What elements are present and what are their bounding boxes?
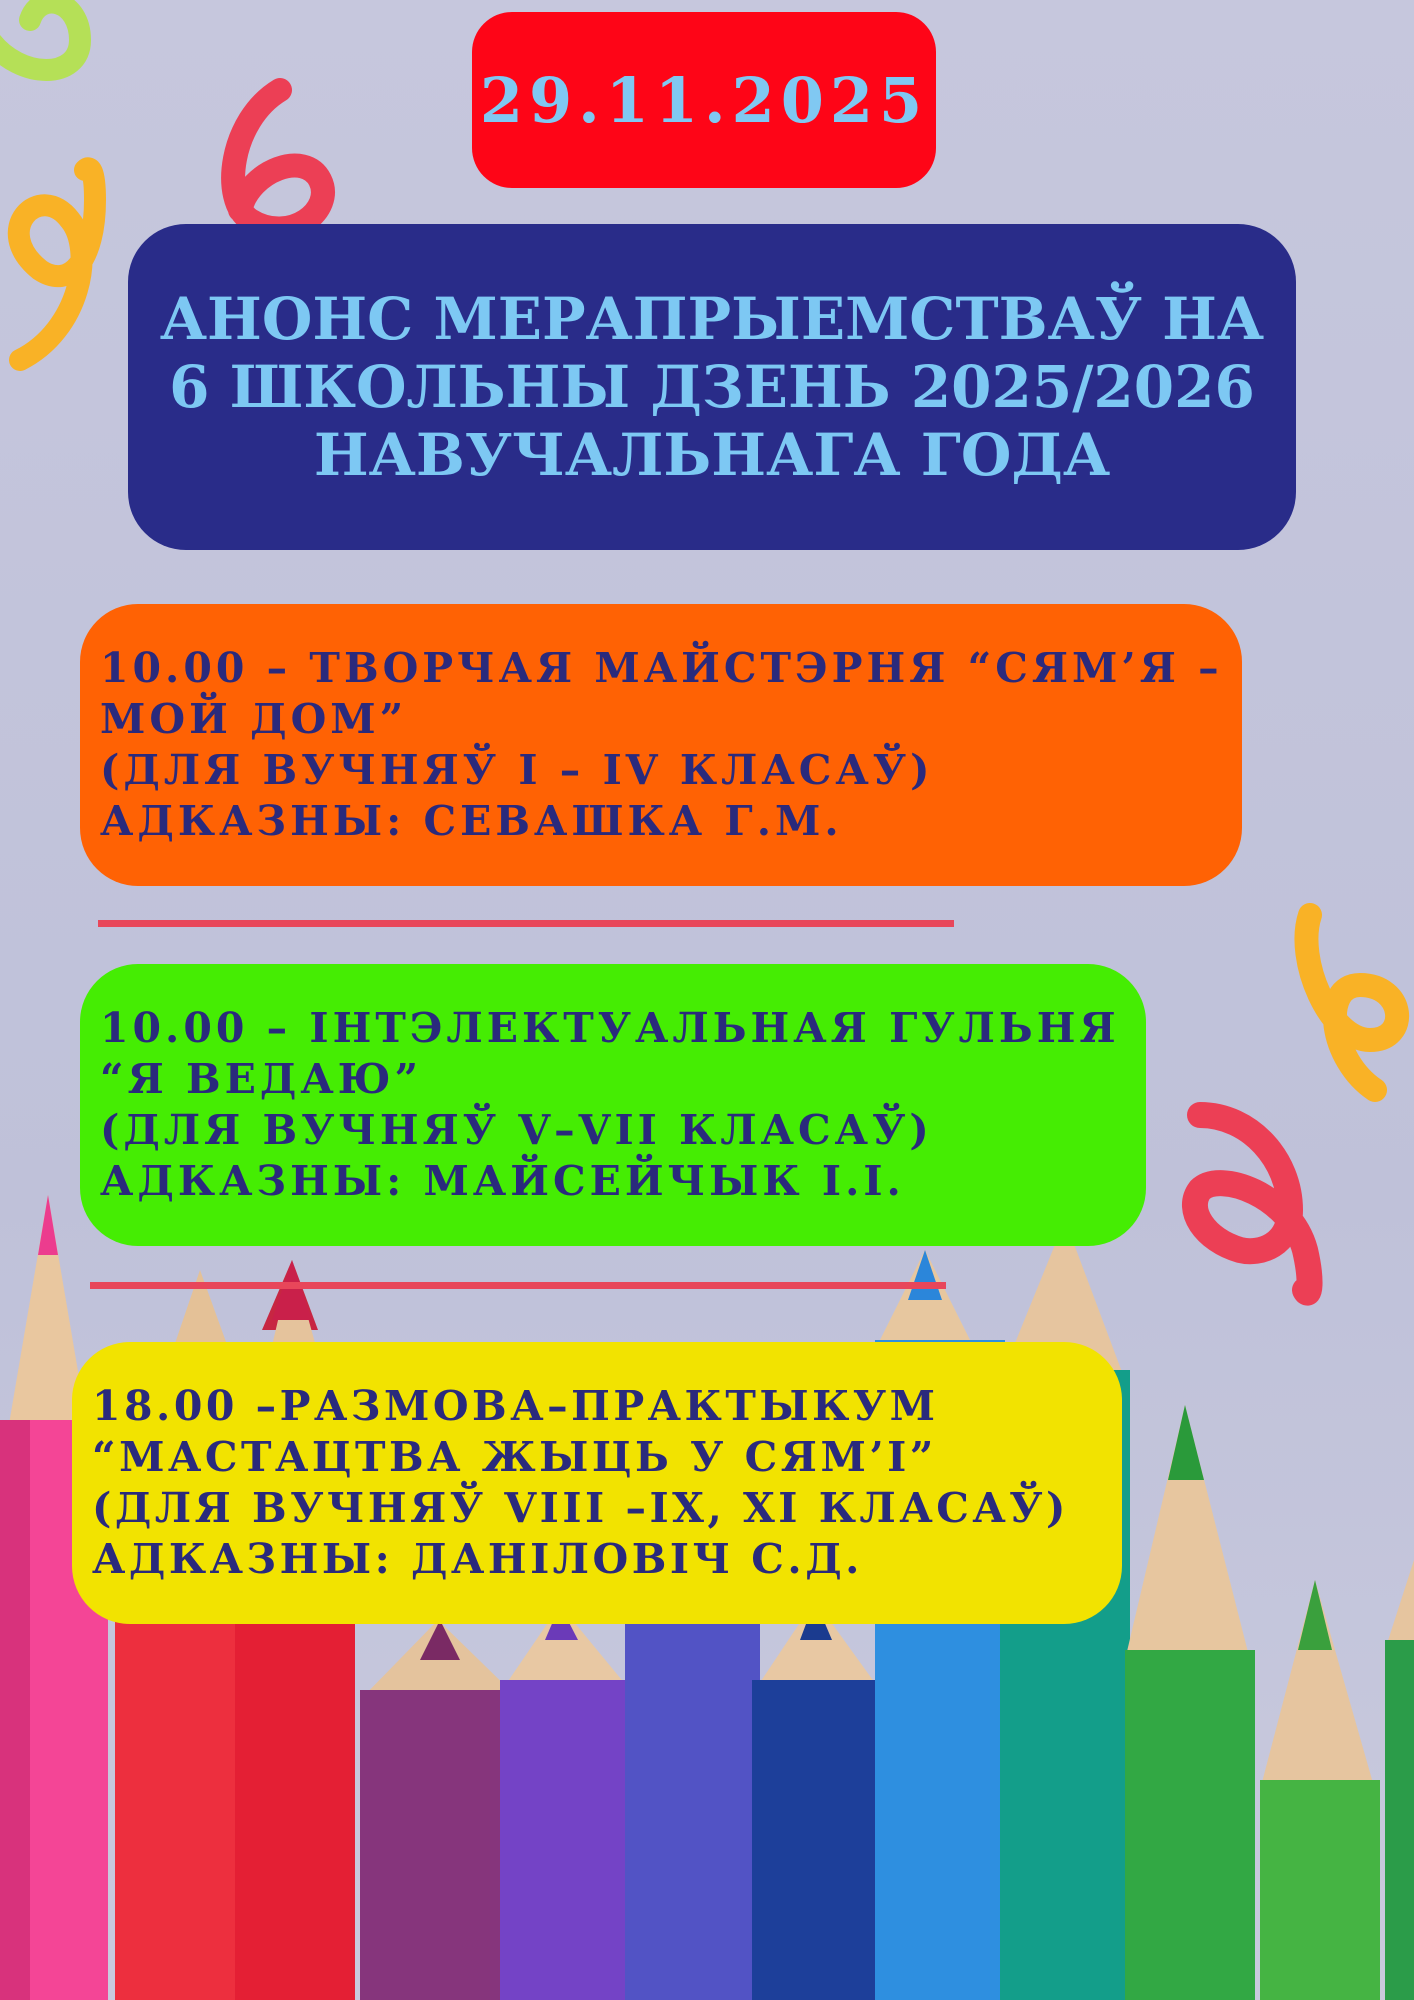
event-card-2 bbox=[80, 964, 1146, 1246]
confetti-squiggle-icon bbox=[1306, 915, 1397, 1090]
confetti-squiggle-icon bbox=[0, 3, 80, 70]
event-1-line-1: 10.00 – ТВОРЧАЯ МАЙСТЭРНЯ “СЯМ’Я – bbox=[100, 644, 1223, 692]
confetti-squiggle-icon bbox=[19, 168, 95, 360]
event-1-line-3: (ДЛЯ ВУЧНЯЎ I – IV КЛАСАЎ) bbox=[100, 746, 934, 794]
divider-2 bbox=[90, 1282, 946, 1289]
event-card-1 bbox=[80, 604, 1242, 886]
date-text: 29.11.2025 bbox=[479, 63, 929, 137]
event-card-3 bbox=[72, 1342, 1122, 1624]
event-3-line-2: “МАСТАЦТВА ЖЫЦЬ У СЯМ’І” bbox=[92, 1433, 937, 1481]
date-badge bbox=[472, 12, 936, 188]
event-3-line-4: АДКАЗНЫ: ДАНІЛОВІЧ С.Д. bbox=[92, 1535, 863, 1583]
event-2-line-4: АДКАЗНЫ: МАЙСЕЙЧЫК І.І. bbox=[100, 1157, 905, 1205]
title-text: АНОНС МЕРАПРЫЕМСТВАЎ НА 6 ШКОЛЬНЫ ДЗЕНЬ 2025/2026 НАВУЧАЛЬНАГА ГОДА bbox=[159, 285, 1265, 489]
event-1-line-4: АДКАЗНЫ: СЕВАШКА Г.М. bbox=[100, 797, 843, 845]
divider-1 bbox=[98, 920, 954, 927]
confetti-squiggle-icon bbox=[233, 90, 323, 229]
event-1-line-2: МОЙ ДОМ” bbox=[100, 695, 408, 743]
event-2-line-1: 10.00 – ІНТЭЛЕКТУАЛЬНАЯ ГУЛЬНЯ bbox=[100, 1004, 1120, 1052]
event-2-line-3: (ДЛЯ ВУЧНЯЎ V–VII КЛАСАЎ) bbox=[100, 1106, 933, 1154]
event-3-line-3: (ДЛЯ ВУЧНЯЎ VIII –IX, XI КЛАСАЎ) bbox=[92, 1484, 1069, 1532]
page-title bbox=[128, 224, 1296, 550]
confetti-squiggle-icon bbox=[1195, 1115, 1310, 1293]
event-3-line-1: 18.00 –РАЗМОВА–ПРАКТЫКУМ bbox=[92, 1382, 939, 1430]
event-2-line-2: “Я ВЕДАЮ” bbox=[100, 1055, 423, 1103]
